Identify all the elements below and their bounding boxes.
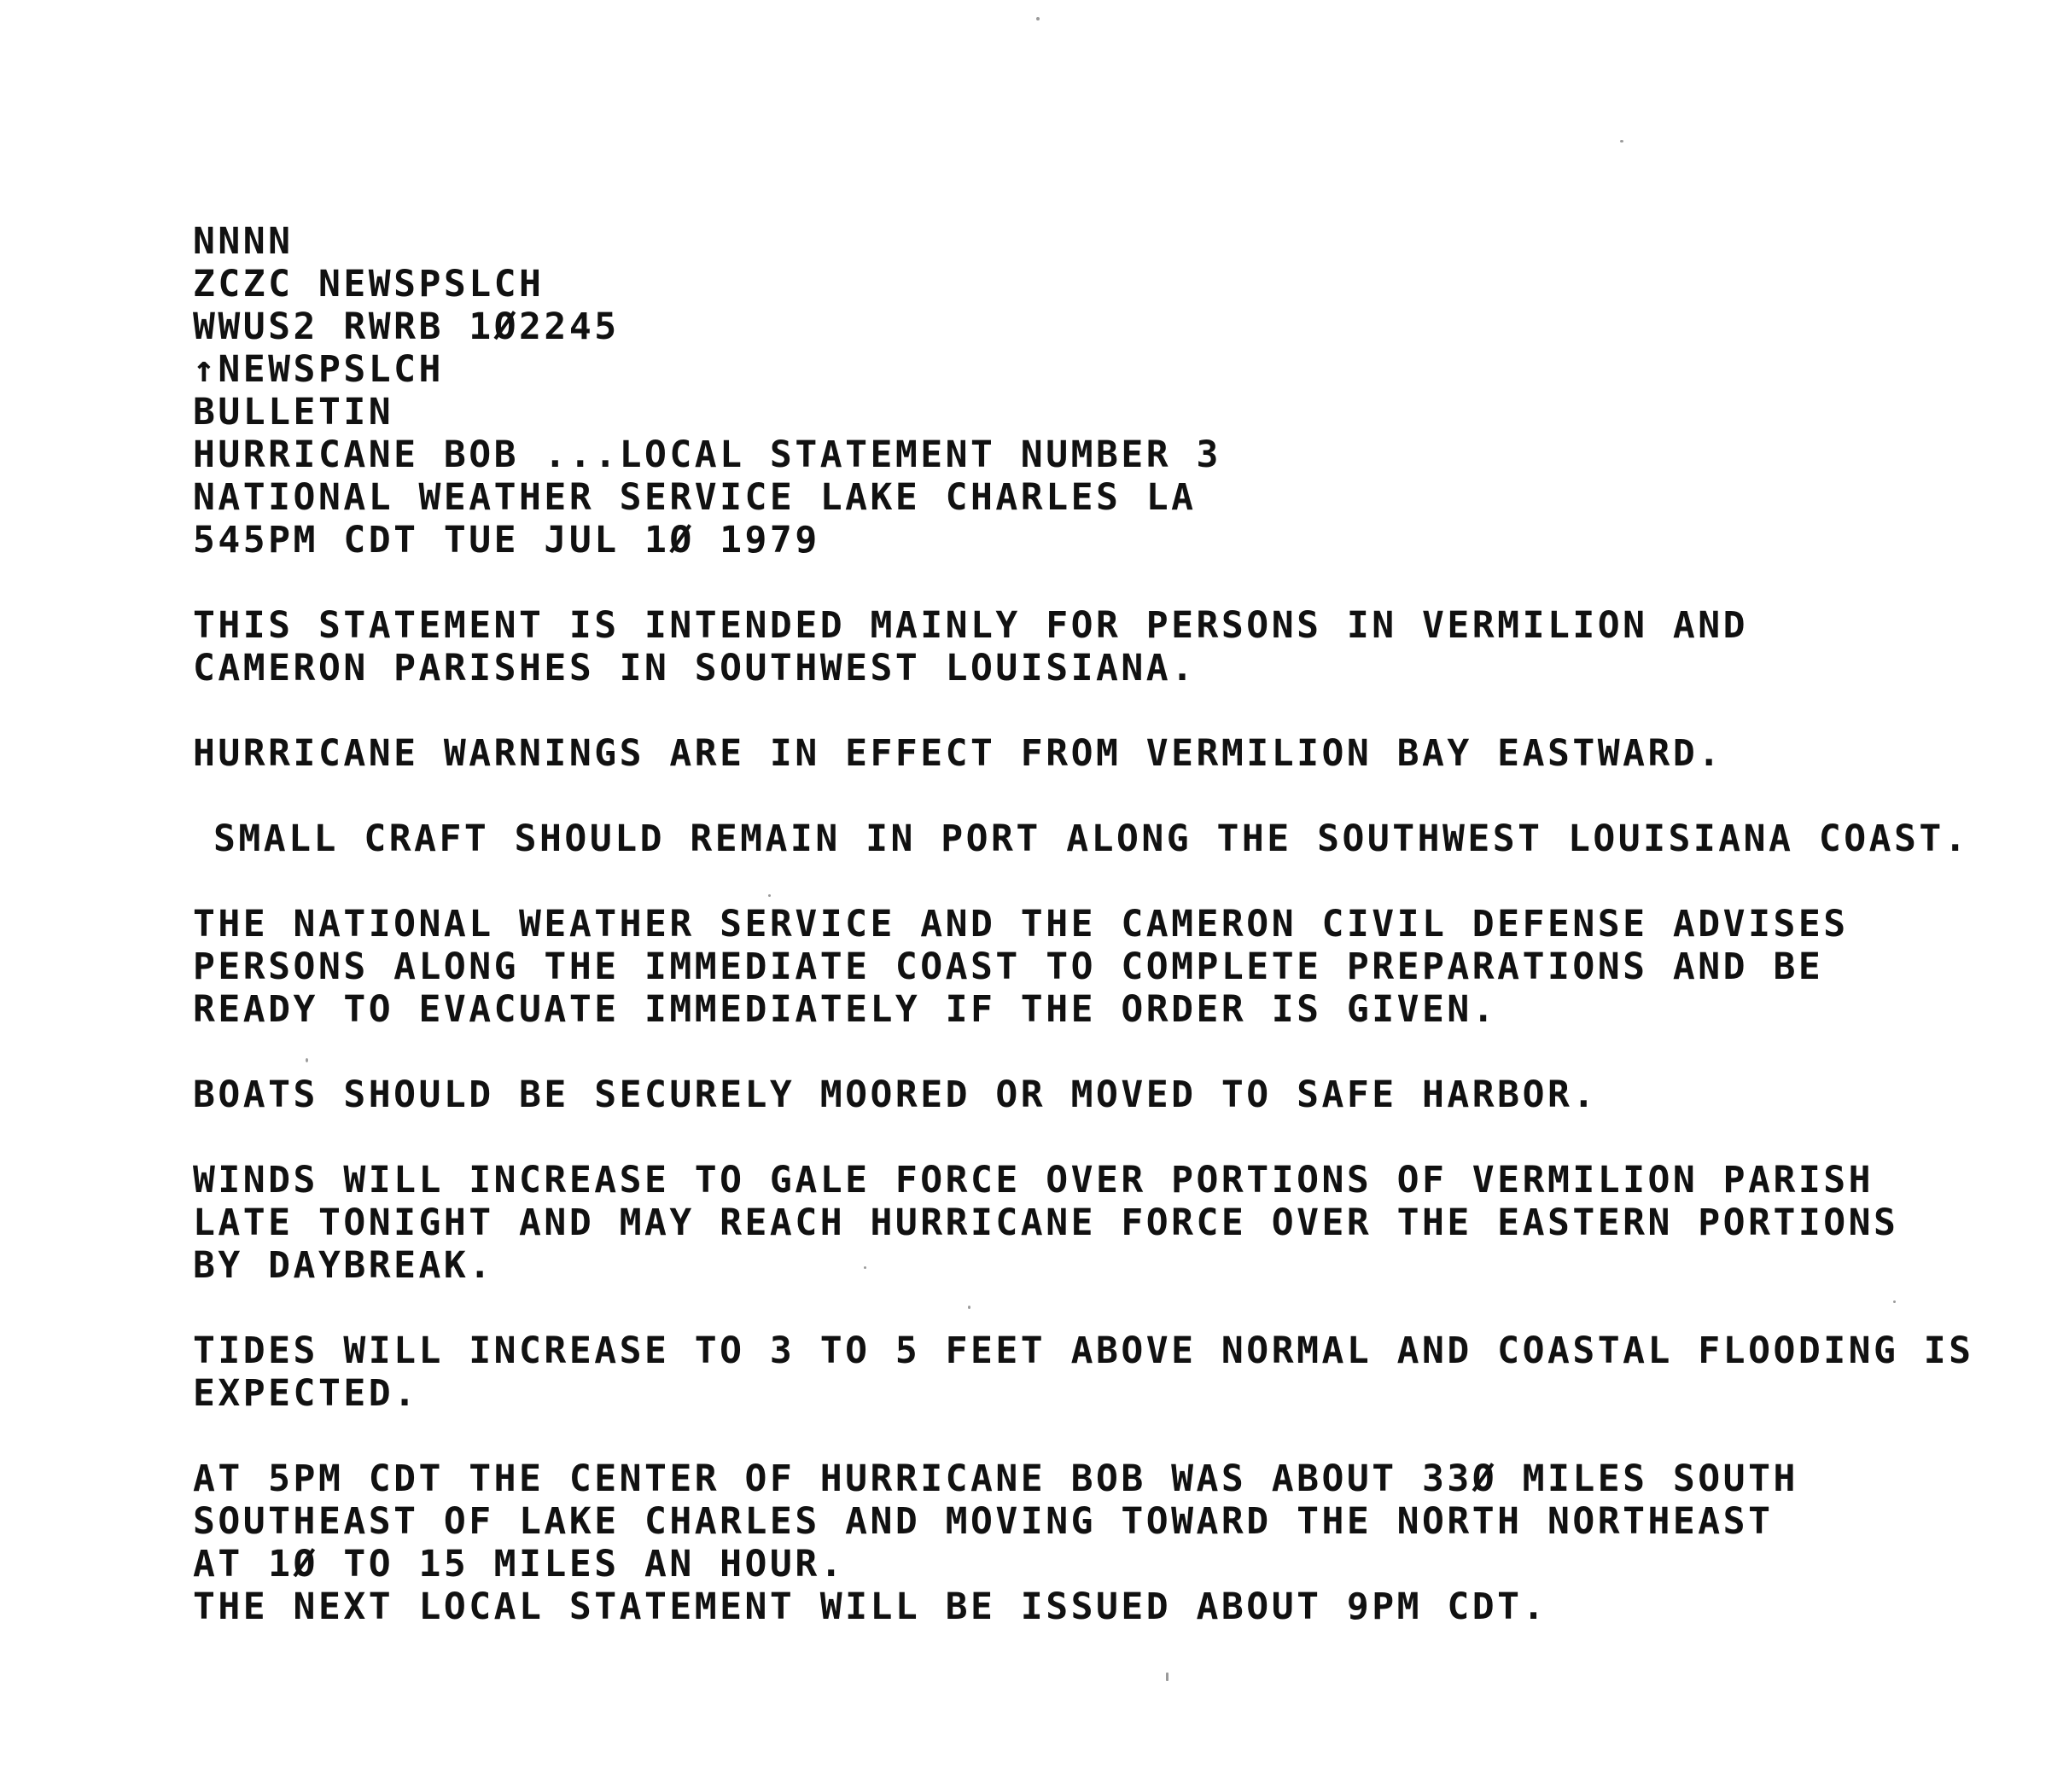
bulletin-header <box>193 220 2054 561</box>
paragraph-line: PERSONS ALONG THE IMMEDIATE COAST TO COMPLETE PREPARATIONS AND BE <box>193 945 1824 988</box>
paragraph-tides <box>193 1329 2054 1415</box>
paragraph-line: HURRICANE WARNINGS ARE IN EFFECT FROM VERMILION BAY EASTWARD. <box>193 732 1723 775</box>
paragraph-winds <box>193 1159 2054 1287</box>
paragraph-boats <box>193 1073 2054 1116</box>
scan-speck <box>1166 1673 1169 1681</box>
header-line-wwus2: WWUS2 RWRB 1Ø2245 <box>193 305 620 348</box>
header-line-title: HURRICANE BOB ...LOCAL STATEMENT NUMBER 3 <box>193 433 1221 476</box>
paragraph-intended-audience <box>193 604 2054 689</box>
header-line-nnnn: NNNN <box>193 220 294 263</box>
paragraph-evacuation-advisory <box>193 903 2054 1031</box>
paragraph-line: THIS STATEMENT IS INTENDED MAINLY FOR PERSONS IN VERMILION AND <box>193 604 1749 647</box>
paragraph-line: SOUTHEAST OF LAKE CHARLES AND MOVING TOWARD THE NORTH NORTHEAST <box>193 1500 1774 1543</box>
header-line-newspslch: ↑NEWSPSLCH <box>193 348 444 391</box>
paragraph-line: SMALL CRAFT SHOULD REMAIN IN PORT ALONG THE SOUTHWEST LOUISIANA COAST. <box>213 817 1970 860</box>
paragraph-line: BOATS SHOULD BE SECURELY MOORED OR MOVED TO SAFE HARBOR. <box>193 1073 1598 1116</box>
bulletin-text <box>193 220 2054 1628</box>
paragraph-line: EXPECTED. <box>193 1372 419 1415</box>
paragraph-line: AT 1Ø TO 15 MILES AN HOUR. <box>193 1543 846 1585</box>
paragraph-line: LATE TONIGHT AND MAY REACH HURRICANE FORCE OVER THE EASTERN PORTIONS <box>193 1201 1899 1244</box>
paragraph-storm-position <box>193 1457 2054 1628</box>
header-line-bulletin: BULLETIN <box>193 391 394 433</box>
scan-speck <box>1036 17 1040 20</box>
paragraph-line: CAMERON PARISHES IN SOUTHWEST LOUISIANA. <box>193 647 1197 689</box>
paragraph-line: TIDES WILL INCREASE TO 3 TO 5 FEET ABOVE NORMAL AND COASTAL FLOODING IS <box>193 1329 1974 1372</box>
paragraph-line-next-statement: THE NEXT LOCAL STATEMENT WILL BE ISSUED ABOUT 9PM CDT. <box>193 1585 1547 1628</box>
paragraph-line: THE NATIONAL WEATHER SERVICE AND THE CAMERON CIVIL DEFENSE ADVISES <box>193 903 1849 945</box>
paragraph-small-craft <box>193 817 2054 860</box>
paragraph-hurricane-warnings <box>193 732 2054 775</box>
header-line-datetime: 545PM CDT TUE JUL 1Ø 1979 <box>193 519 820 561</box>
header-line-office: NATIONAL WEATHER SERVICE LAKE CHARLES LA <box>193 476 1197 519</box>
paragraph-line: AT 5PM CDT THE CENTER OF HURRICANE BOB WAS ABOUT 33Ø MILES SOUTH <box>193 1457 1798 1500</box>
paragraph-line: READY TO EVACUATE IMMEDIATELY IF THE ORDER IS GIVEN. <box>193 988 1498 1031</box>
header-line-zczc: ZCZC NEWSPSLCH <box>193 263 545 305</box>
paragraph-line: BY DAYBREAK. <box>193 1244 494 1287</box>
scan-speck <box>1620 140 1623 143</box>
paragraph-line: WINDS WILL INCREASE TO GALE FORCE OVER PORTIONS OF VERMILION PARISH <box>193 1159 1874 1201</box>
